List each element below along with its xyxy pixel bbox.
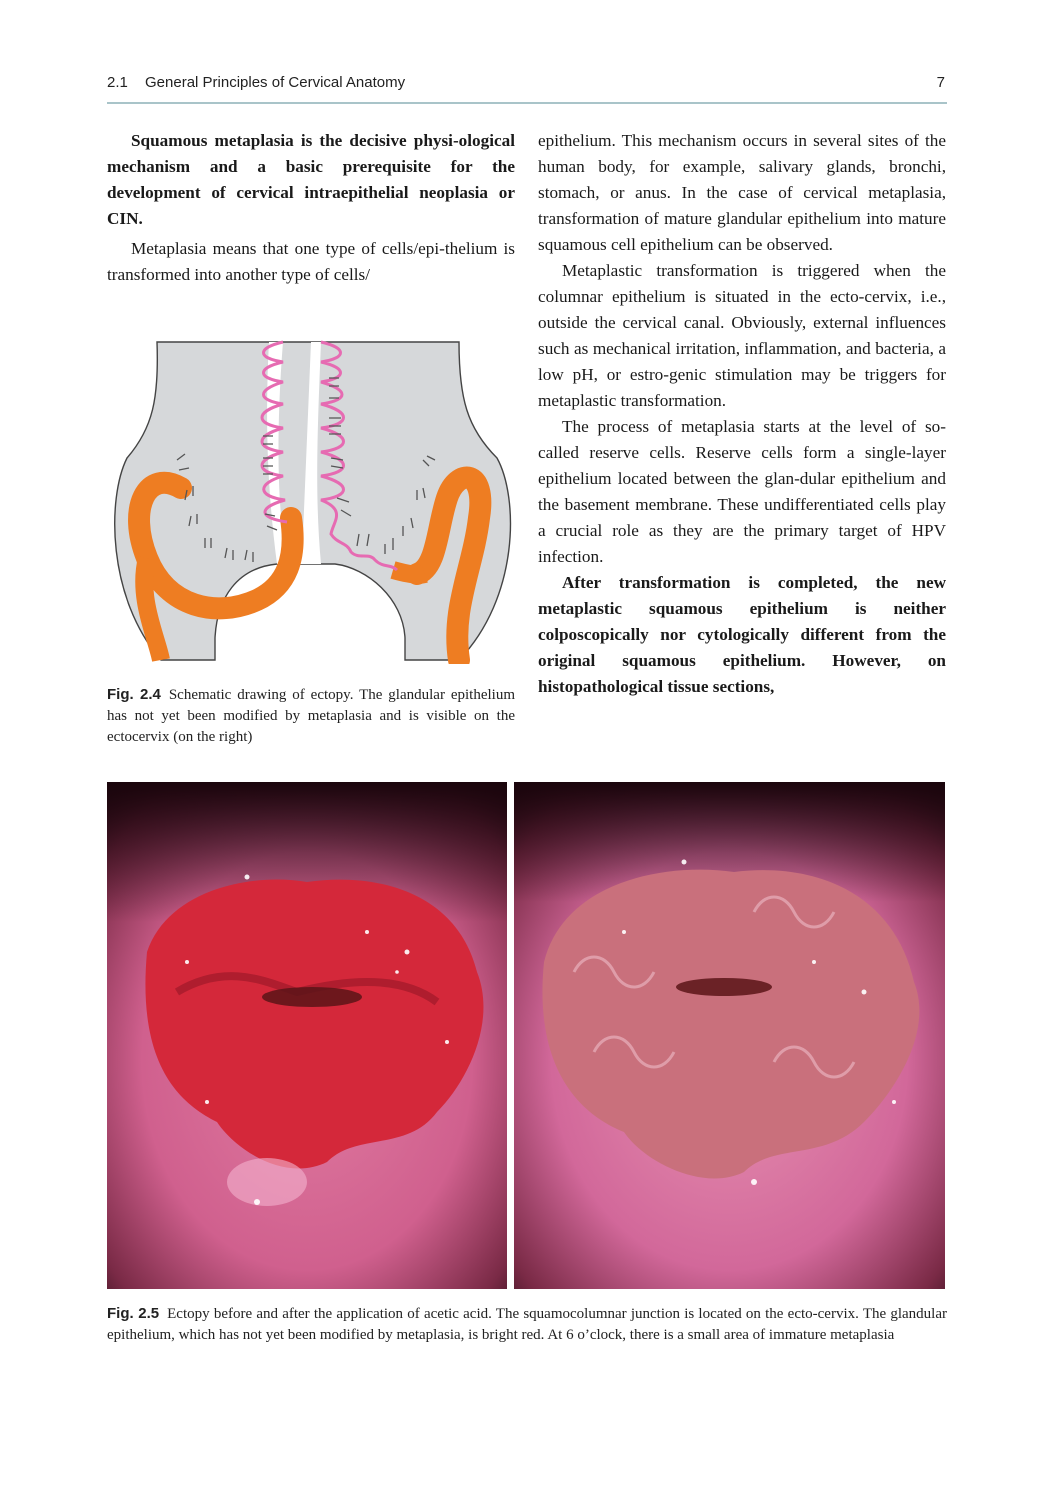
paragraph-metaplasia-definition: Metaplasia means that one type of cells/epi-thelium is transformed into another type of cells/ — [107, 239, 515, 284]
figure-2-4-ectopy-drawing — [107, 338, 515, 664]
running-header — [107, 72, 947, 104]
figure-2-5-photo-after — [514, 782, 945, 1289]
paragraph-metaplasia-key-point: Squamous metaplasia is the decisive physi-ological mechanism and a basic prerequisite for the development of cervical intraepithelial neoplasia or CIN. — [107, 131, 515, 228]
figure-2-5-caption — [107, 1303, 947, 1346]
squamous-epithelium-right-inner — [393, 570, 425, 575]
external-os-after — [676, 978, 772, 996]
external-os — [262, 987, 362, 1007]
paragraph-reserve-cells: The process of metaplasia starts at the level of so-called reserve cells. Reserve cells form a single-layer epithelium located between the glan-dular epithelium and the basement membrane. These undifferentiated cells play a crucial role as they are the primary target of HPV infection. — [538, 417, 946, 566]
paragraph-after-transformation: After transformation is completed, the new metaplastic squamous epithelium is neither colposcopically nor cytologically different from the original squamous epithelium. However, on histopathological tissue sections, — [538, 573, 946, 696]
figure-2-4-caption-text: Schematic drawing of ectopy. The glandular epithelium has not yet been modified by metaplasia and is visible on the ectocervix (on the right) — [107, 687, 515, 745]
figure-2-4-label: Fig. 2.4 — [107, 686, 161, 703]
section-title: General Principles of Cervical Anatomy — [145, 74, 406, 91]
figure-2-5-caption-text: Ectopy before and after the application of acetic acid. The squamocolumnar junction is located on the ecto-cervix. The glandular epithelium, which has not yet been modified by metaplasia, is bright red. At 6 o’clock, there is a small area of immature metaplasia — [107, 1306, 947, 1343]
page-number: 7 — [936, 74, 945, 91]
colposcopy-after-acetic-acid — [514, 782, 945, 1289]
left-column — [107, 128, 515, 288]
paragraph-mechanism-sites: epithelium. This mechanism occurs in several sites of the human body, for example, salivary glands, bronchi, stomach, or anus. In the case of cervical metaplasia, transformation of mature glandular epithelium into mature squamous cell epithelium can be observed. — [538, 131, 946, 254]
figure-2-4-caption — [107, 684, 515, 748]
figure-2-5-label: Fig. 2.5 — [107, 1305, 160, 1322]
right-column — [538, 128, 946, 700]
section-number: 2.1 — [107, 74, 128, 91]
figure-2-5-photo-before — [107, 782, 507, 1289]
ectopy-schematic-svg — [107, 338, 515, 664]
paragraph-metaplastic-trigger: Metaplastic transformation is triggered when the columnar epithelium is situated in the ecto-cervix, i.e., outside the cervical canal. Obviously, external influences such as mechanical irritation, inflammation, and bacteria, a low pH, or estro-genic stimulation may be triggers for metaplastic transformation. — [538, 261, 946, 410]
colposcopy-before-acetic-acid — [107, 782, 507, 1289]
